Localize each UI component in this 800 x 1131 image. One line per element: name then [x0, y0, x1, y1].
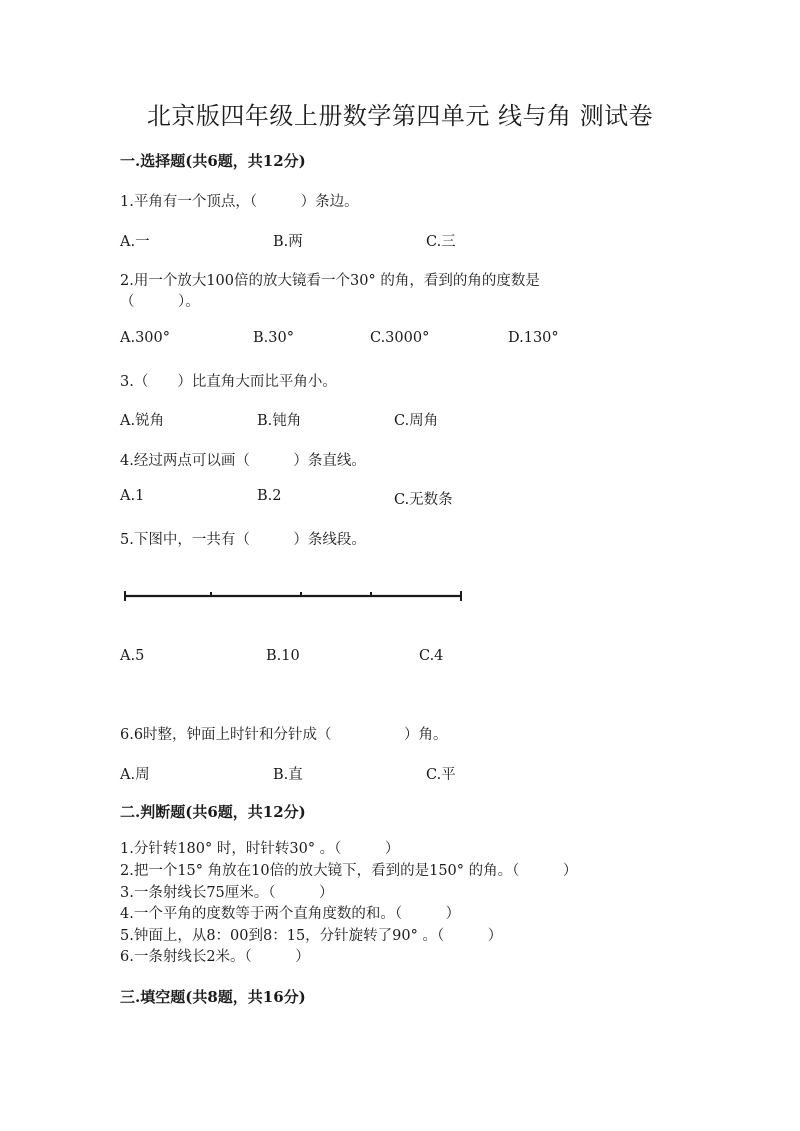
q4-option-c: C.无数条	[394, 492, 453, 508]
judgment-item-6: 6.一条射线长2米。（ ）	[120, 949, 310, 965]
question-3: 3.（ ）比直角大而比平角小。	[120, 374, 337, 390]
q3-option-b: B.钝角	[257, 413, 302, 429]
q5-option-b: B.10	[266, 648, 300, 664]
judgment-item-5: 5.钟面上，从8：00到8：15，分针旋转了90° 。（ ）	[120, 928, 503, 944]
q1-option-b: B.两	[273, 234, 303, 250]
page-title: 北京版四年级上册数学第四单元 线与角 测试卷	[146, 102, 654, 130]
q4-option-a: A.1	[120, 488, 145, 504]
question-4: 4.经过两点可以画（ ）条直线。	[120, 453, 366, 469]
q1-option-a: A.一	[120, 234, 150, 250]
q4-option-b: B.2	[257, 488, 282, 504]
q2-option-c: C.3000°	[370, 330, 430, 346]
question-2-cont: （ ）。	[120, 294, 200, 310]
q5-option-c: C.4	[419, 648, 444, 664]
judgment-item-4: 4.一个平角的度数等于两个直角度数的和。（ ）	[120, 906, 461, 922]
question-2: 2.用一个放大100倍的放大镜看一个30° 的角，看到的角的度数是	[120, 273, 540, 289]
q6-option-a: A.周	[120, 767, 150, 783]
section-heading-judgment: 二.判断题(共6题，共12分)	[120, 803, 306, 821]
q2-option-a: A.300°	[120, 330, 171, 346]
q3-option-a: A.锐角	[120, 413, 165, 429]
judgment-item-1: 1.分针转180° 时，时针转30° 。（ ）	[120, 841, 400, 857]
line-segment-figure	[120, 586, 465, 606]
question-6: 6.6时整，钟面上时针和分针成（ ）角。	[120, 727, 448, 743]
q2-option-b: B.30°	[253, 330, 294, 346]
question-5: 5.下图中，一共有（ ）条线段。	[120, 532, 366, 548]
q5-option-a: A.5	[120, 648, 145, 664]
q3-option-c: C.周角	[394, 413, 439, 429]
q6-option-b: B.直	[273, 767, 303, 783]
judgment-item-2: 2.把一个15° 角放在10倍的放大镜下，看到的是150° 的角。（ ）	[120, 863, 578, 879]
q2-option-d: D.130°	[508, 330, 559, 346]
q1-option-c: C.三	[426, 234, 456, 250]
section-heading-choice: 一.选择题(共6题，共12分)	[120, 152, 306, 170]
q6-option-c: C.平	[426, 767, 456, 783]
section-heading-fill: 三.填空题(共8题，共16分)	[120, 988, 306, 1006]
judgment-item-3: 3.一条射线长75厘米。（ ）	[120, 885, 334, 901]
question-1: 1.平角有一个顶点，（ ）条边。	[120, 194, 359, 210]
